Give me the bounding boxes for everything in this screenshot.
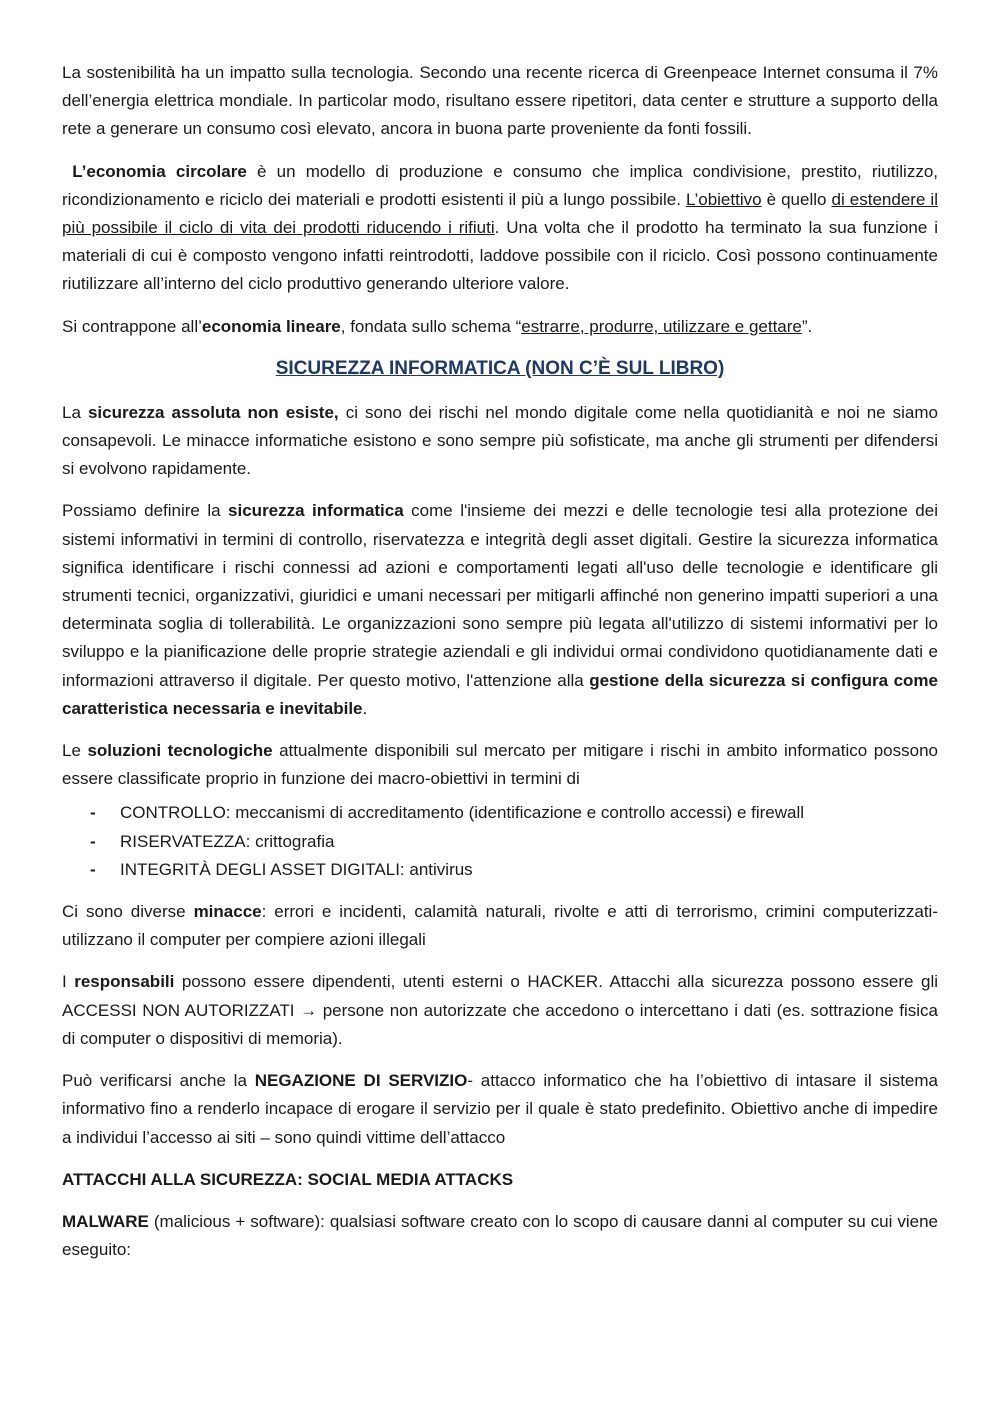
list-item: - CONTROLLO: meccanismi di accreditamento (identificazione e controllo accessi) e firewall <box>90 799 938 827</box>
text: Può verificarsi anche la <box>62 1071 255 1091</box>
term-malware: MALWARE <box>62 1211 149 1231</box>
section-heading: SICUREZZA INFORMATICA (NON C’È SUL LIBRO) <box>275 357 725 379</box>
text: : errori e incidenti, calamità naturali, rivolte e atti di terrorismo, crimini computerizzati- utilizzano il computer per compiere azioni illegali <box>62 902 938 950</box>
text: come l'insieme dei mezzi e delle tecnologie tesi alla protezione dei sistemi informativi in termini di controllo, riservatezza e integrità degli asset digitali. Gestire la sicurezza informatica significa identificare i rischi connessi ad azioni e comportamenti legati all'uso delle tecnologie e identificare gli strumenti tecnici, organizzativi, giuridici e umani necessari per mitigarli affinché non generino impatti superiori a una determinata soglia di tollerabilità. Le organizzazioni sono sempre più legata all'utilizzo di sistemi informativi per lo sviluppo e la pianificazione delle proprie strategie aziendali e gli individui ormai condividono quotidianamente dati e informazioni attraverso il digitale. Per questo motivo, l'attenzione alla <box>62 501 938 690</box>
text: . Una volta che il prodotto ha terminato la sua funzione i materiali di cui è composto vengono infatti reintrodotti, laddove possibile con il riciclo. Così possono continuamente riutilizzare all’interno del ciclo produttivo generando ulteriore valore. <box>62 218 938 294</box>
paragraph-sicurezza-informatica <box>62 497 938 723</box>
text: . <box>362 698 368 718</box>
underlined-schema: estrarre, produrre, utilizzare e gettare <box>521 316 802 336</box>
term-negazione-servizio: NEGAZIONE DI SERVIZIO <box>254 1071 468 1091</box>
text: (malicious + software): qualsiasi software creato con lo scopo di causare danni al computer su cui viene eseguito: <box>62 1211 938 1260</box>
text: Ci sono diverse <box>62 902 194 922</box>
term-gestione-sicurezza: gestione della sicurezza si configura come caratteristica necessaria e inevitabile <box>62 670 938 718</box>
text: attualmente disponibili sul mercato per mitigare i rischi in ambito informatico possono essere classificate proprio in funzione dei macro-obiettivi in termini di <box>62 741 938 789</box>
paragraph-minacce <box>62 898 938 954</box>
text: Le <box>62 741 88 761</box>
text: La <box>62 402 88 422</box>
underlined-ciclo-vita: di estendere il più possibile il ciclo di vita dei prodotti riducendo i rifiuti <box>62 189 938 238</box>
text: è quello <box>761 189 832 209</box>
list-item: - INTEGRITÀ DEGLI ASSET DIGITALI: antivirus <box>90 856 938 884</box>
text: ”. <box>801 316 813 336</box>
subheading-attacchi: ATTACCHI ALLA SICUREZZA: SOCIAL MEDIA ATTACKS <box>62 1169 514 1189</box>
text: I <box>62 972 75 992</box>
term-economia-circolare: L’economia circolare <box>72 161 247 181</box>
term-sicurezza-informatica: sicurezza informatica <box>228 501 404 521</box>
macro-objectives-list <box>90 799 938 884</box>
paragraph-malware <box>62 1208 938 1264</box>
paragraph-sostenibilita: La sostenibilità ha un impatto sulla tecnologia. Secondo una recente ricerca di Greenpeace Internet consuma il 7% dell’energia elettrica mondiale. In particolar modo, risultano essere ripetitori, data center e strutture a supporto della rete a generare un consumo così elevato, ancora in buona parte proveniente da fonti fossili. <box>62 63 938 139</box>
term-responsabili: responsabili <box>74 972 175 992</box>
term-economia-lineare: economia lineare <box>201 316 341 336</box>
term-minacce: minacce <box>193 902 262 922</box>
paragraph-negazione-servizio <box>62 1067 938 1152</box>
list-item: - RISERVATEZZA: crittografia <box>90 828 938 856</box>
text: - attacco informatico che ha l’obiettivo di intasare il sistema informativo fino a renderlo incapace di erogare il servizio per il quale è stato predefinito. Obiettivo anche di impedire a individui l’accesso ai siti – sono quindi vittime dell’attacco <box>62 1071 938 1147</box>
term-soluzioni-tecnologiche: soluzioni tecnologiche <box>87 741 273 761</box>
paragraph-responsabili <box>62 968 938 1053</box>
term-sicurezza-assoluta: sicurezza assoluta non esiste, <box>87 402 339 422</box>
paragraph-soluzioni <box>62 737 938 793</box>
text: Si contrappone all’ <box>62 316 202 336</box>
paragraph-sicurezza-assoluta <box>62 399 938 484</box>
text: Possiamo definire la <box>62 501 229 521</box>
underlined-obiettivo: L’obiettivo <box>685 189 762 209</box>
paragraph-economia-lineare <box>62 313 938 341</box>
text: possono essere dipendenti, utenti esterni o HACKER. Attacchi alla sicurezza possono essere gli ACCESSI NON AUTORIZZATI → persone non autorizzate che accedono o intercettano i dati (es. sottrazione fisica di computer o dispositivi di memoria). <box>62 972 938 1048</box>
text: ci sono dei rischi nel mondo digitale come nella quotidianità e noi ne siamo consapevoli. Le minacce informatiche esistono e sono sempre più sofisticate, ma anche gli strumenti per difendersi si evolvono rapidamente. <box>62 402 938 479</box>
paragraph-economia-circolare <box>62 158 938 299</box>
text: , fondata sullo schema “ <box>340 316 522 336</box>
text: è un modello di produzione e consumo che implica condivisione, prestito, riutilizzo, ricondizionamento e riciclo dei materiali e prodotti esistenti il più a lungo possibile. <box>62 161 938 209</box>
